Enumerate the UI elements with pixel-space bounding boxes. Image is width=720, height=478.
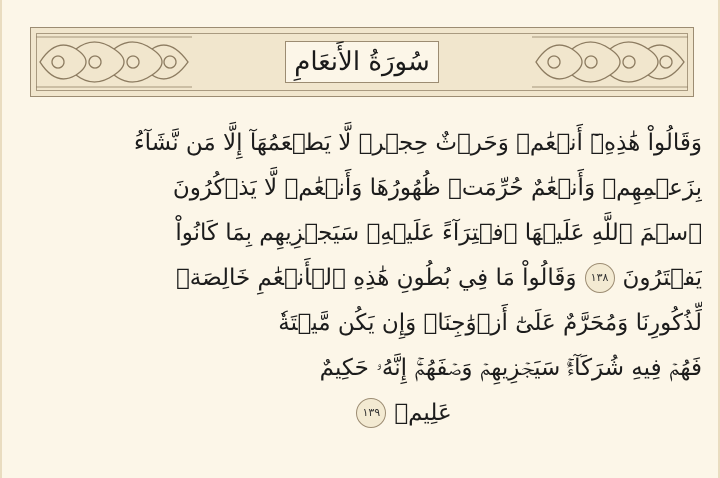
verse-line bbox=[98, 300, 702, 345]
verse-text: بِزَعۡمِهِمۡ وَأَنۡعَٰمٌ حُرِّمَتۡ ظُهُورُهَا وَأَنۡعَٰمٞ لَّا يَذۡكُرُونَ bbox=[172, 174, 702, 201]
verse-line bbox=[98, 210, 702, 255]
verse-text: وَقَالُواْ مَا فِي بُطُونِ هَٰذِهِ ٱلۡأَنۡعَٰمِ خَالِصَةٞ bbox=[175, 264, 577, 291]
verse-text: لِّذُكُورِنَا وَمُحَرَّمٌ عَلَىٰٓ أَزۡوَٰجِنَاۖ وَإِن يَكُن مَّيۡتَةٗ bbox=[278, 309, 702, 336]
verse-block bbox=[98, 120, 702, 435]
verse-line bbox=[98, 120, 702, 165]
ayah-number-marker: ١٣٨ bbox=[585, 263, 615, 293]
ayah-number-marker: ١٣٩ bbox=[356, 398, 386, 428]
verse-line bbox=[98, 390, 702, 435]
verse-line bbox=[98, 165, 702, 210]
verse-text: ٱسۡمَ ٱللَّهِ عَلَيۡهَا ٱفۡتِرَآءً عَلَيۡهِۚ سَيَجۡزِيهِم بِمَا كَانُواْ bbox=[175, 219, 702, 246]
surah-title-box bbox=[285, 41, 439, 83]
verse-line bbox=[98, 255, 702, 300]
surah-title: سُورَةُ الأَنعَامِ bbox=[294, 47, 430, 77]
verse-text: وَقَالُواْ هَٰذِهِۦٓ أَنۡعَٰمٞ وَحَرۡثٌ حِجۡرٞ لَّا يَطۡعَمُهَآ إِلَّا مَن نَّشَآءُ bbox=[133, 129, 702, 156]
verse-text: عَلِيمٞ bbox=[394, 399, 452, 426]
arabesque-ornament-icon bbox=[36, 33, 192, 91]
verse-line bbox=[98, 345, 702, 390]
surah-header bbox=[30, 27, 694, 97]
arabesque-ornament-icon bbox=[532, 33, 688, 91]
verse-text: يَفۡتَرُونَ bbox=[622, 264, 702, 291]
verse-text: فَهُمۡ فِيهِ شُرَكَآءُۚ سَيَجۡزِيهِمۡ وَصۡفَهُمۡۚ إِنَّهُۥ حَكِيمٌ bbox=[319, 354, 702, 381]
